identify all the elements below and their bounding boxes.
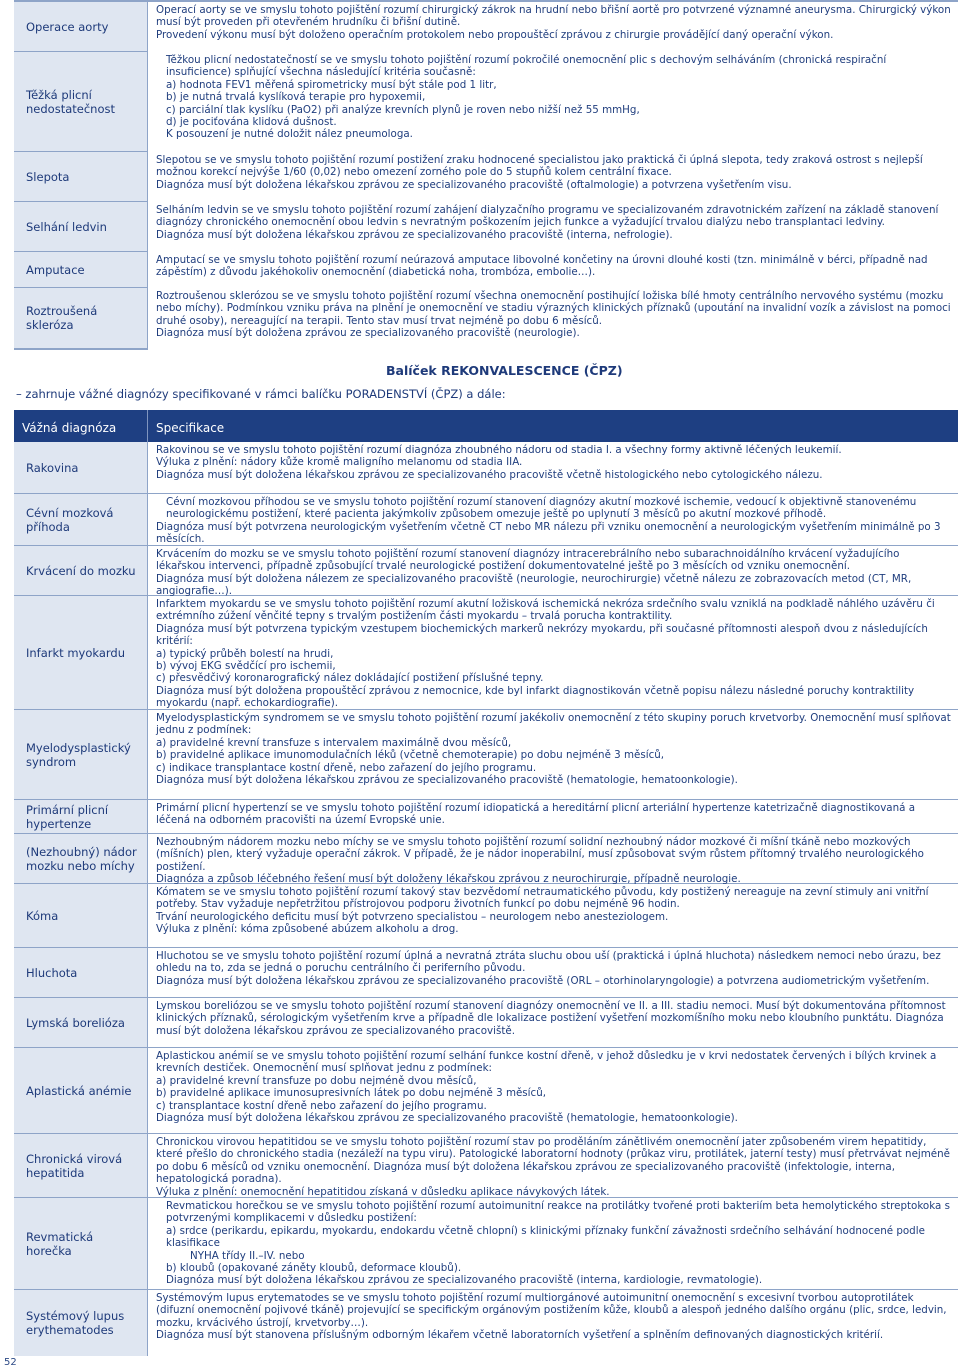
table-row <box>14 596 958 710</box>
diagnosis-name: Cévní mozková příhoda <box>14 494 148 545</box>
diagnosis-specification: Systémovým lupus erytematodes se ve smyslu tohoto pojištění rozumí multiorgánové autoimunitní onemocnění s excesivní tvorbou autoprotilátek (difuzní onemocnění pojivové tkáně) projevující se specifickým orgánovým postižením kůže, kloubů a alespoň jedného dalšího orgánu (plic, srdce, ledvin, mozku, krvácivého ústrojí, krvetvorby…). Diagnóza musí být stanovena příslušným odborným lékařem včetně laboratorních vyšetření a splněním definovaných diagnostických kritérií. <box>156 1292 947 1342</box>
package-intro: – zahrnuje vážné diagnózy specifikované v rámci balíčku PORADENSTVÍ (ČPZ) a dále: <box>16 387 506 401</box>
table-row <box>14 948 958 998</box>
diagnosis-specification: Nezhoubným nádorem mozku nebo míchy se ve smyslu tohoto pojištění rozumí solidní nezhoubný nádor mozkové či míšní tkáně nebo mozkových (míšních) plen, který vyžaduje operační zákrok. V případě, že je nádor inoperabilní, musí způsobovat svým růstem přítomný trvalého neurologického postižení. Diagnóza a způsob léčebného řešení musí být doloženy lékařskou zprávou z neurochirurgie, případně neurologie. <box>156 836 924 886</box>
table-row <box>14 1048 958 1134</box>
diagnosis-specification: Amputací se ve smyslu tohoto pojištění rozumí neúrazová amputace libovolné končetiny na úrovni dlouhé kosti (tzn. minimálně v bérci, případně nad zápěstím) z důvodu jakéhokoliv onemocnění (diabetická noha, trombóza, embolie…). <box>156 254 928 279</box>
diagnosis-specification: Myelodysplastickým syndromem se ve smyslu tohoto pojištění rozumí jakékoliv onemocnění z této skupiny poruch krvetvorby. Onemocnění musí splňovat jednu z podmínek: a) pravidelné krevní transfuze s intervalem maximálně dvou měsíců, b) pravidelné aplikace imunomodulačních léků (včetně chemoterapie) po dobu nejméně 3 měsíců, c) indikace transplantace kostní dřeně, nebo zařazení do jejího programu. Diagnóza musí být doložena lékařskou zprávou ze specializovaného pracoviště (hematologie, hematoonkologie). <box>156 712 951 787</box>
table-row <box>14 252 958 288</box>
table-row <box>14 52 958 152</box>
table-row <box>14 998 958 1048</box>
diagnosis-name: Roztroušená skleróza <box>14 288 148 350</box>
diagnosis-name: Aplastická anémie <box>14 1048 148 1133</box>
diagnosis-name: Infarkt myokardu <box>14 596 148 709</box>
diagnosis-specification: Selháním ledvin se ve smyslu tohoto pojištění rozumí zahájení dialyzačního programu ve specializovaném zdravotnickém zařízení na základě stanovení diagnózy chronického onemocnění obou ledvin s nevratným poškozením jejich funkce a vyžadující trvalou dialýzu nebo transplantaci ledviny. Diagnóza musí být doložena lékařskou zprávou ze specializovaného pracoviště (interna, nefrologie). <box>156 204 939 241</box>
diagnosis-name: Krvácení do mozku <box>14 546 148 595</box>
diagnosis-specification: Rakovinou se ve smyslu tohoto pojištění rozumí diagnóza zhoubného nádoru od stadia I. a všechny formy aktivně léčených leukemií. Výluka z plnění: nádory kůže kromě maligního melanomu od stadia IIA. Diagnóza musí být doložena lékařskou zprávou ze specializovaného pracoviště včetně histologického nebo cytologického nálezu. <box>156 444 842 481</box>
diagnosis-name: Těžká plicní nedostatečnost <box>14 52 148 152</box>
table-row <box>14 1134 958 1198</box>
diagnosis-specification: Hluchotou se ve smyslu tohoto pojištění rozumí úplná a nevratná ztráta sluchu obou uší (praktická i úplná hluchota) následkem nemoci nebo úrazu, bez ohledu na to, zda se jedná o poruchu centrálního či periferního původu. Diagnóza musí být doložena lékařskou zprávou ze specializovaného pracoviště (ORL – otorhinolaryngologie) a potvrzena audiometrickým vyšetřením. <box>156 950 941 987</box>
table-row <box>14 2 958 52</box>
table-row <box>14 884 958 948</box>
diagnosis-name: Amputace <box>14 252 148 288</box>
diagnosis-specification: Revmatickou horečkou se ve smyslu tohoto pojištění rozumí autoimunitní reakce na protilátky tvořené proti bakteriím beta hemolytického streptokoka s potvrzenými komplikacemi v důsledku postižení: a) srdce (perikardu, epikardu, myokardu, endokardu včetně chlopní) s klinickými příznaky funkční závažnosti srdečního selhávání hodnocené podle klasifikace NYHA třídy II.–IV. nebo b) kloubů (opakované záněty kloubů, deformace kloubů). Diagnóza musí být doložena lékařskou zprávou ze specializovaného pracoviště (interna, kardiologie, revmatologie). <box>166 1200 950 1287</box>
diagnosis-specification: Primární plicní hypertenzí se ve smyslu tohoto pojištění rozumí idiopatická a hereditární plicní arteriální hypertenze katetrizačně diagnostikovaná a léčená na odborném pracovišti na území Evropské unie. <box>156 802 916 827</box>
diagnosis-specification: Roztroušenou sklerózou se ve smyslu tohoto pojištění rozumí všechna onemocnění postihující ložiska bílé hmoty centrálního nervového systému (mozku nebo míchy). Podmínkou vzniku práva na plnění je onemocnění ve stadiu výrazných klinických příznaků (upoutání na invalidní vozík a závislost na pomoci druhé osoby), nereagující na terapii. Tento stav musí trvat nejméně po dobu 6 měsíců. Diagnóza musí být doložena zprávou ze specializovaného pracoviště (neurologie). <box>156 290 951 340</box>
diagnosis-specification: Aplastickou anémií se ve smyslu tohoto pojištění rozumí selhání funkce kostní dřeně, v jehož důsledku je v krvi nedostatek červených i bílých krvinek a krevních destiček. Onemocnění musí splňovat jednu z podmínek: a) pravidelné krevní transfuze po dobu nejméně dvou měsíců, b) pravidelné aplikace imunosupresivních látek po dobu nejméně 3 měsíců, c) transplantace kostní dřeně nebo zařazení do jejího programu. Diagnóza musí být doložena lékařskou zprávou ze specializovaného pracoviště (hematologie, hematoonkologie). <box>156 1050 937 1125</box>
diagnoses-table-continued <box>14 0 958 350</box>
diagnosis-name: Selhání ledvin <box>14 202 148 252</box>
diagnosis-specification: Kómatem se ve smyslu tohoto pojištění rozumí takový stav bezvědomí netraumatického původu, kdy postižený nereaguje na zevní stimuly ani vnitřní potřeby. Stav vyžaduje nepřetržitou přístrojovou podporu životních funkcí po dobu nejméně 96 hodin. Trvání neurologického deficitu musí být potvrzeno specialistou – neurologem nebo anesteziologem. Výluka z plnění: kóma způsobené abúzem alkoholu a drog. <box>156 886 929 936</box>
diagnosis-name: Revmatická horečka <box>14 1198 148 1289</box>
diagnosis-name: Kóma <box>14 884 148 947</box>
diagnosis-name: (Nezhoubný) nádor mozku nebo míchy <box>14 834 148 883</box>
diagnosis-name: Hluchota <box>14 948 148 997</box>
diagnosis-name: Chronická virová hepatitida <box>14 1134 148 1197</box>
table-row <box>14 442 958 494</box>
package-title: Balíček REKONVALESCENCE (ČPZ) <box>386 363 623 378</box>
diagnosis-name: Operace aorty <box>14 2 148 52</box>
diagnosis-name: Rakovina <box>14 442 148 493</box>
diagnosis-specification: Těžkou plicní nedostatečností se ve smyslu tohoto pojištění rozumí pokročilé onemocnění plic s dechovým selháváním (chronická respirační insuficience) splňující všechna následující kritéria současně: a) hodnota FEV1 měřená spirometricky musí být stále pod 1 litr, b) je nutná trvalá kyslíková terapie pro hypoxemii, c) parciální tlak kyslíku (PaO2) při analýze krevních plynů je roven nebo nižší než 55 mmHg, d) je pociťována klidová dušnost. K posouzení je nutné doložit nález pneumologa. <box>166 54 887 141</box>
table-row <box>14 152 958 202</box>
table-row <box>14 288 958 350</box>
page-number: 52 <box>4 1357 17 1368</box>
table-row <box>14 546 958 596</box>
table-row <box>14 834 958 884</box>
table-row <box>14 494 958 546</box>
diagnosis-name: Myelodysplastický syndrom <box>14 710 148 799</box>
diagnosis-specification: Krvácením do mozku se ve smyslu tohoto pojištění rozumí stanovení diagnózy intracerebrálního nebo subarachnoidálního krvácení vyžadujícího lékařskou intervenci, případně způsobující trvalé neurologické postižení dokumentovatelné ještě po 3 měsících od vzniku onemocnění. Diagnóza musí být doložena nálezem ze specializovaného pracoviště (neurologie, neurochirurgie) včetně nálezu ze zobrazovacích metod (CT, MR, angiografie…). <box>156 548 912 598</box>
diagnosis-specification: Operací aorty se ve smyslu tohoto pojištění rozumí chirurgický zákrok na hrudní nebo břišní aortě pro potvrzené významné aneurysma. Chirurgický výkon musí být proveden při otevřeném hrudníku či břišní dutině. Provedení výkonu musí být doloženo operačním protokolem nebo propouštěcí zprávou z chirurgie provádějící daný operační výkon. <box>156 4 951 41</box>
serious-diagnoses-table <box>14 410 958 1356</box>
column-header-specification: Specifikace <box>156 421 225 435</box>
diagnosis-specification: Slepotou se ve smyslu tohoto pojištění rozumí postižení zraku hodnocené specialistou jako praktická či úplná slepota, tedy zraková ostrost s nejlepší možnou korekcí nejvýše 1/60 (0,02) nebo omezení zorného pole do 5 stupňů kolem centrální fixace. Diagnóza musí být doložena lékařskou zprávou ze specializovaného pracoviště (oftalmologie) a potvrzena vyšetřením visu. <box>156 154 923 191</box>
diagnosis-specification: Cévní mozkovou příhodou se ve smyslu tohoto pojištění rozumí stanovení diagnózy akutní mozkové ischemie, vedoucí k objektivně stanovenému neurologickému postižení, které pacienta jakýmkoliv způsobem omezuje ještě po uplynutí 3 měsíců po akutní mozkové příhodě. Diagnóza musí být potvrzena neurologickým vyšetřením včetně CT nebo MR nálezu při vzniku onemocnění a neurologickým vyšetřením minimálně po 3 měsících. <box>156 496 941 546</box>
table-header <box>14 410 958 442</box>
diagnosis-specification: Lymskou boreliózou se ve smyslu tohoto pojištění rozumí stanovení diagnózy onemocnění ve II. a III. stadiu nemoci. Musí být dokumentována přítomnost klinických příznaků, sérologickým vyšetřením krve a případně dle lokalizace postižení vyšetření mozkomíšního moku nebo kloubního punktátu. Diagnóza musí být doložena lékařskou zprávou ze specializovaného pracoviště. <box>156 1000 946 1037</box>
table-row <box>14 202 958 252</box>
diagnosis-specification: Infarktem myokardu se ve smyslu tohoto pojištění rozumí akutní ložisková ischemická nekróza srdečního svalu vzniklá na podkladě náhlého uzávěru či extrémního zúžení věnčité tepny s trvalým postižením části myokardu – trvalá porucha kontraktility. Diagnóza musí být potvrzena typickým vzestupem biochemických markerů nekrózy myokardu, při současné přítomnosti alespoň dvou z následujících kritérií: a) typický průběh bolestí na hrudi, b) vývoj EKG svědčící pro ischemii, c) přesvědčivý koronarografický nález dokládající postižení příslušné tepny. Diagnóza musí být doložena propouštěcí zprávou z nemocnice, kde byl infarkt diagnostikován včetně popisu nálezu následné poruchy kontraktility myokardu (např. echokardiografie). <box>156 598 935 710</box>
diagnosis-name: Systémový lupus erythematodes <box>14 1290 148 1356</box>
table-row <box>14 1290 958 1356</box>
diagnosis-name: Lymská borelióza <box>14 998 148 1047</box>
diagnosis-name: Primární plicní hypertenze <box>14 800 148 833</box>
table-row <box>14 1198 958 1290</box>
diagnosis-specification: Chronickou virovou hepatitidou se ve smyslu tohoto pojištění rozumí stav po proděláním zánětlivém onemocnění jater způsobeném virem hepatitidy, které přešlo do chronického stadia (nezáleží na typu viru). Patologické laboratorní hodnoty (průkaz viru, protilátek, jaterní testy) musí přetrvávat nejméně po dobu 6 měsíců od vzniku onemocnění. Diagnóza musí být doložena lékařskou zprávou ze specializovaného pracoviště (infektologie, interna, hepatologická poradna). Výluka z plnění: onemocnění hepatitidou získaná v důsledku aplikace návykových látek. <box>156 1136 951 1198</box>
table-row <box>14 710 958 800</box>
table-row <box>14 800 958 834</box>
diagnosis-name: Slepota <box>14 152 148 202</box>
column-header-diagnosis: Vážná diagnóza <box>14 410 148 442</box>
